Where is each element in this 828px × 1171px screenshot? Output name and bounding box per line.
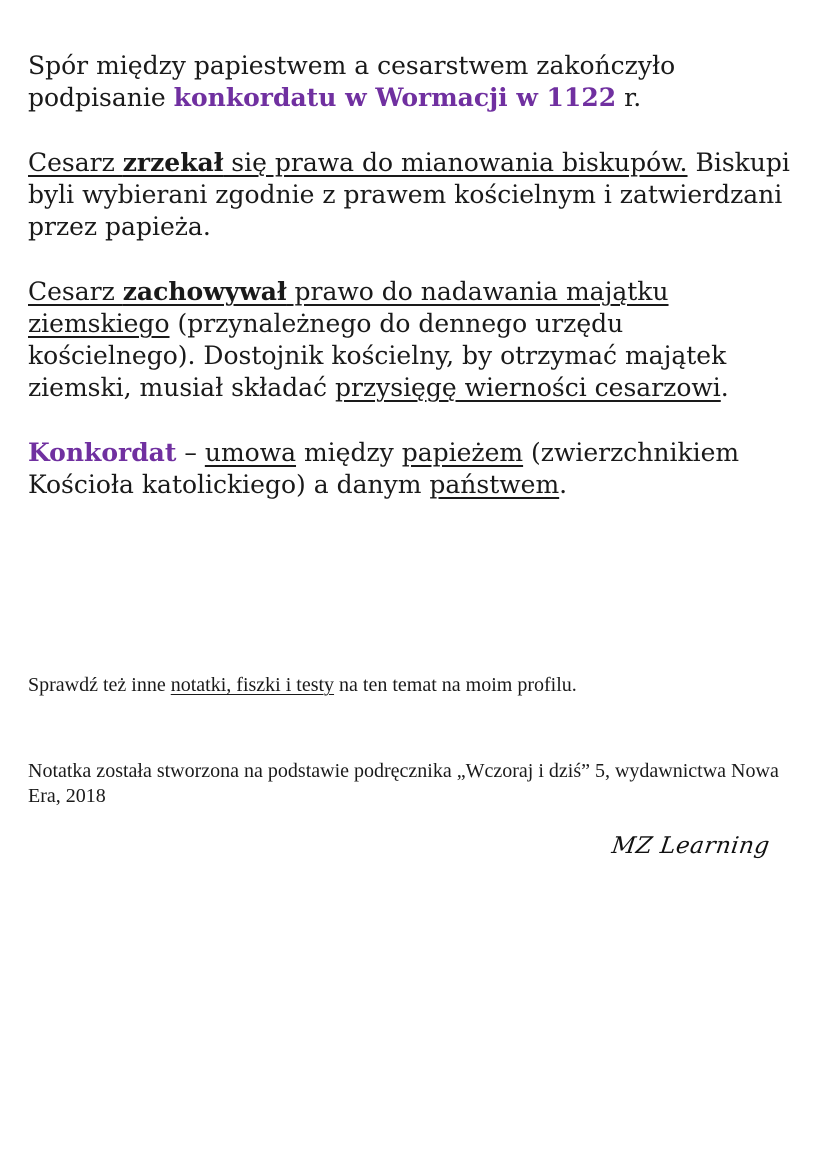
treaty-highlight: konkordatu w Wormacji w 1122 [173,83,617,112]
profile-hint [28,673,798,698]
keep-paragraph [28,276,798,404]
definition-state: państwem [429,470,560,499]
resign-paragraph [28,147,798,243]
hint-text: Sprawdź też inne [28,674,171,696]
hint-suffix: na ten temat na moim profilu. [334,674,577,696]
definition-text3: . [559,470,568,499]
definition-dash: – [176,438,205,467]
definition-term: Konkordat [28,438,177,467]
author-signature: MZ Learning [610,833,772,859]
resign-rest: Biskupi byli wybierani zgodnie z prawem kościelnym i zatwierdzani przez papieża. [28,148,790,241]
definition-pope: papieżem [401,438,524,467]
resign-verb: zrzekał [122,148,224,177]
definition-agreement: umowa [204,438,297,467]
hint-link[interactable]: notatki, fiszki i testy [170,674,335,696]
resign-underlined [28,148,688,177]
keep-text: (przynależnego do dennego urzędu kościelnego). Dostojnik kościelny, by otrzymać majątek ziemski, musiał składać [28,309,727,402]
oath-underlined: przysięgę wierności cesarzowi [334,373,721,402]
source-note: Notatka została stworzona na podstawie podręcznika „Wczoraj i dziś” 5, wydawnictwa Nowa Era, 2018 [28,760,779,807]
definition-text1: między [296,438,402,467]
note-body [28,50,798,534]
keep-suffix: . [720,373,729,402]
definition-text2: (zwierzchnikiem Kościoła katolickiego) a danym [28,438,740,499]
keep-verb: zachowywał [122,277,287,306]
intro-text: Spór między papiestwem a cesarstwem zakończyło podpisanie [28,51,676,112]
intro-paragraph [28,50,798,114]
keep-subject: Cesarz [28,277,123,306]
intro-suffix: r. [616,83,642,112]
keep-object: prawo do nadawania majątku ziemskiego [28,277,669,338]
resign-object: się prawa do mianowania biskupów. [223,148,688,177]
definition-paragraph [28,437,798,501]
resign-subject: Cesarz [28,148,123,177]
